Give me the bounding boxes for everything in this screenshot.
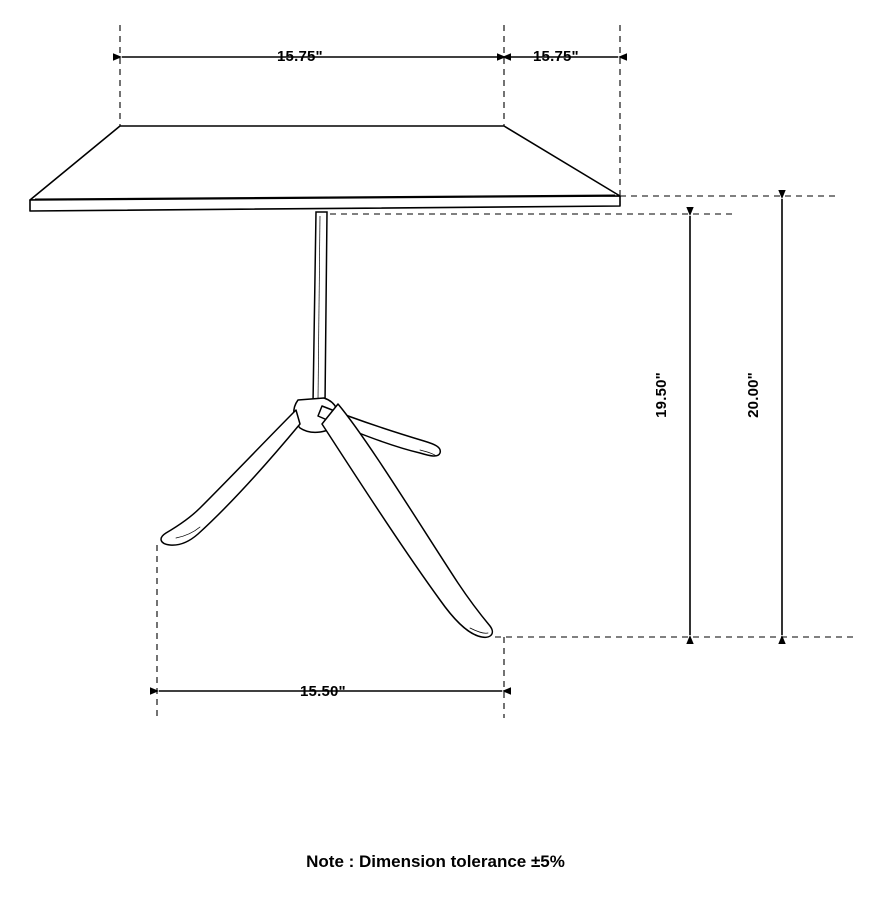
leg-front-left (161, 410, 300, 545)
dim-label-base-spread: 15.50" (300, 683, 346, 700)
dim-label-top-width-right: 15.75" (533, 48, 579, 65)
table-center-post (313, 212, 327, 404)
table-top-surface (30, 126, 620, 200)
tripod-legs (161, 398, 492, 637)
dim-label-top-width-left: 15.75" (277, 48, 323, 65)
table-top (30, 126, 620, 211)
dim-label-height-to-top-surface: 19.50" (653, 372, 670, 418)
dim-label-overall-height: 20.00" (745, 372, 762, 418)
tolerance-note: Note : Dimension tolerance ±5% (306, 852, 565, 871)
